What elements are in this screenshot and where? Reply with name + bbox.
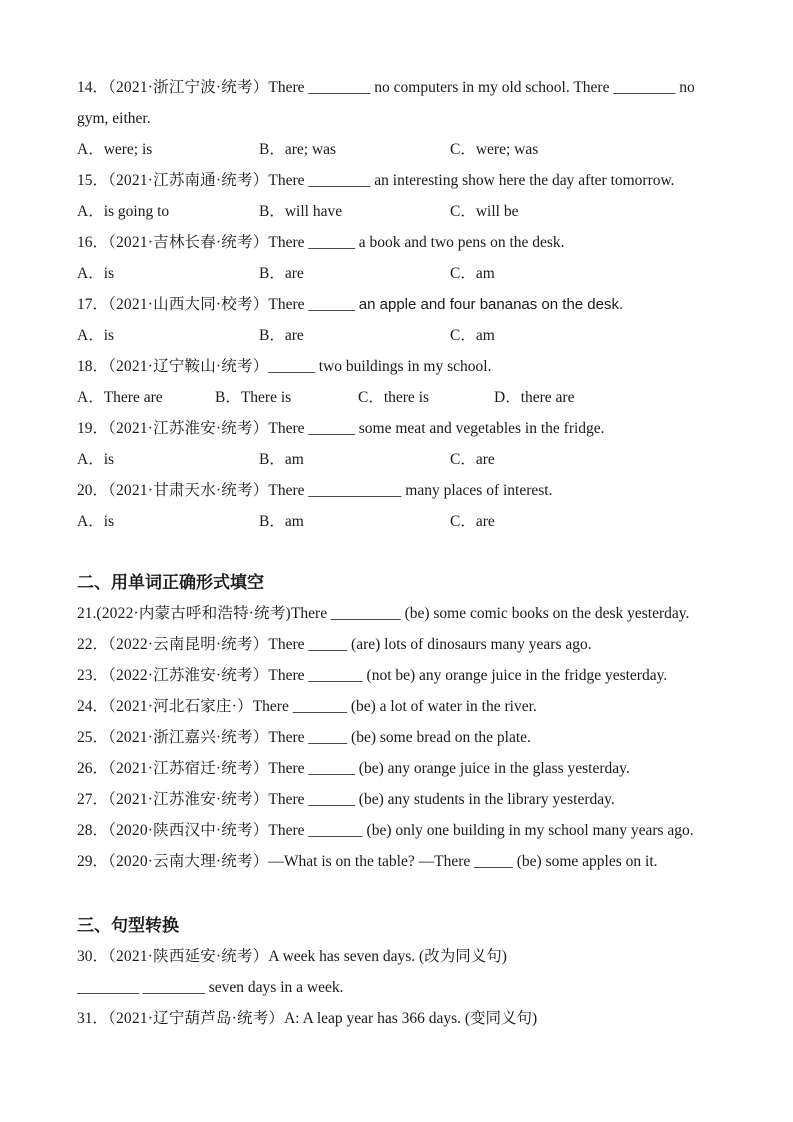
question-source: （2021·江苏淮安·统考） (108, 791, 269, 808)
question-number: 24． (77, 698, 109, 715)
question-text: There ______ (be) any students in the library yesterday. (268, 791, 615, 808)
question-text: A week has seven days. (改为同义句) (268, 948, 507, 965)
option-c: C．am (450, 327, 495, 344)
question-16-options (77, 258, 725, 289)
section-heading-2: 二、用单词正确形式填空 (77, 573, 264, 592)
option-b: B．are; was (259, 141, 337, 158)
question-source: （2021·吉林长春·统考） (108, 234, 269, 251)
option-c: C．are (450, 513, 495, 530)
question-29 (77, 846, 725, 877)
question-text: —What is on the table? —There _____ (be) some apples on it. (268, 853, 658, 870)
question-text: A: A leap year has 366 days. (变同义句) (284, 1010, 538, 1027)
question-text: There _______ (not be) any orange juice in the fridge yesterday. (268, 667, 668, 684)
question-27 (77, 784, 725, 815)
question-16 (77, 227, 725, 258)
question-30 (77, 941, 725, 1003)
question-number: 23． (77, 667, 109, 684)
question-source: （2021·陕西延安·统考） (108, 948, 269, 965)
question-number: 14． (77, 79, 109, 96)
question-22 (77, 629, 725, 660)
question-17-options (77, 320, 725, 351)
section-sentence-transformation (77, 941, 725, 1034)
question-number: 18． (77, 358, 109, 375)
question-14-options (77, 134, 725, 165)
question-source: （2020·陕西汉中·统考） (108, 822, 269, 839)
question-19 (77, 413, 725, 444)
question-15 (77, 165, 725, 196)
question-24 (77, 691, 725, 722)
question-20-options (77, 506, 725, 537)
question-number: 26． (77, 760, 109, 777)
option-b: B．There is (215, 389, 292, 406)
option-b: B．are (259, 327, 304, 344)
question-source: （2021·浙江嘉兴·统考） (108, 729, 269, 746)
question-19-options (77, 444, 725, 475)
question-15-options (77, 196, 725, 227)
option-c: C．there is (358, 389, 430, 406)
question-14 (77, 72, 725, 134)
question-31 (77, 1003, 725, 1034)
question-17 (77, 289, 725, 320)
question-text: There ____________ many places of interest. (268, 482, 553, 499)
question-text: There ______ some meat and vegetables in the fridge. (268, 420, 605, 437)
question-number: 15． (77, 172, 109, 189)
question-text: There ______ (268, 296, 359, 313)
question-18 (77, 351, 725, 382)
question-text: There _________ (be) some comic books on the desk yesterday. (290, 605, 690, 622)
answer-blank-line: ________ ________ seven days in a week. (77, 979, 344, 996)
question-20 (77, 475, 725, 506)
question-text: There ______ (be) any orange juice in the glass yesterday. (268, 760, 630, 777)
question-number: 29． (77, 853, 109, 870)
section-heading-3: 三、句型转换 (77, 916, 179, 935)
option-b: B．are (259, 265, 304, 282)
option-a: A．were; is (77, 141, 153, 158)
option-b: B．am (259, 451, 304, 468)
question-source: （2021·山西大同·校考） (108, 296, 269, 313)
question-18-options (77, 382, 725, 413)
question-text: There ______ a book and two pens on the desk. (268, 234, 565, 251)
question-number: 17． (77, 296, 109, 313)
question-number: 20． (77, 482, 109, 499)
section-fill-in (77, 598, 725, 877)
question-number: 27． (77, 791, 109, 808)
question-23 (77, 660, 725, 691)
option-a: A．is (77, 513, 115, 530)
question-number: 28． (77, 822, 109, 839)
question-text: There _____ (be) some bread on the plate. (268, 729, 531, 746)
question-26 (77, 753, 725, 784)
question-28 (77, 815, 725, 846)
question-source: （2021·江苏淮安·统考） (108, 420, 269, 437)
option-a: A．is (77, 327, 115, 344)
question-number: 22． (77, 636, 109, 653)
question-text: There _____ (are) lots of dinosaurs many years ago. (268, 636, 592, 653)
question-text: There ________ an interesting show here the day after tomorrow. (268, 172, 675, 189)
option-b: B．will have (259, 203, 343, 220)
option-c: C．am (450, 265, 495, 282)
question-text: There ________ no computers in my old school. There ________ no (268, 79, 695, 96)
question-source: （2021·河北石家庄·） (108, 698, 253, 715)
section-multiple-choice (77, 72, 725, 537)
question-source: （2021·江苏南通·统考） (108, 172, 269, 189)
question-21 (77, 598, 725, 629)
option-c: C．will be (450, 203, 519, 220)
option-c: C．were; was (450, 141, 539, 158)
option-a: A．is (77, 451, 115, 468)
question-number: 21. (77, 605, 97, 622)
question-source: （2020·云南大理·统考） (108, 853, 269, 870)
question-source: （2021·江苏宿迁·统考） (108, 760, 269, 777)
question-text-continued: gym, either. (77, 110, 151, 127)
question-number: 31． (77, 1010, 109, 1027)
question-source: （2021·辽宁葫芦岛·统考） (108, 1010, 285, 1027)
option-d: D．there are (494, 389, 575, 406)
option-b: B．am (259, 513, 304, 530)
question-source: （2021·甘肃天水·统考） (108, 482, 269, 499)
question-text: There _______ (be) a lot of water in the river. (252, 698, 537, 715)
question-source: (2022·内蒙古呼和浩特·统考) (96, 605, 291, 622)
question-number: 16． (77, 234, 109, 251)
question-25 (77, 722, 725, 753)
question-text-sans: an apple and four bananas on the desk. (358, 296, 624, 313)
question-source: （2022·云南昆明·统考） (108, 636, 269, 653)
question-source: （2022·江苏淮安·统考） (108, 667, 269, 684)
question-text: ______ two buildings in my school. (268, 358, 492, 375)
question-source: （2021·辽宁鞍山·统考） (108, 358, 269, 375)
question-text: There _______ (be) only one building in my school many years ago. (268, 822, 694, 839)
question-number: 19． (77, 420, 109, 437)
option-a: A．is going to (77, 203, 170, 220)
option-a: A．There are (77, 389, 163, 406)
question-number: 25． (77, 729, 109, 746)
question-source: （2021·浙江宁波·统考） (108, 79, 269, 96)
option-c: C．are (450, 451, 495, 468)
question-number: 30． (77, 948, 109, 965)
option-a: A．is (77, 265, 115, 282)
